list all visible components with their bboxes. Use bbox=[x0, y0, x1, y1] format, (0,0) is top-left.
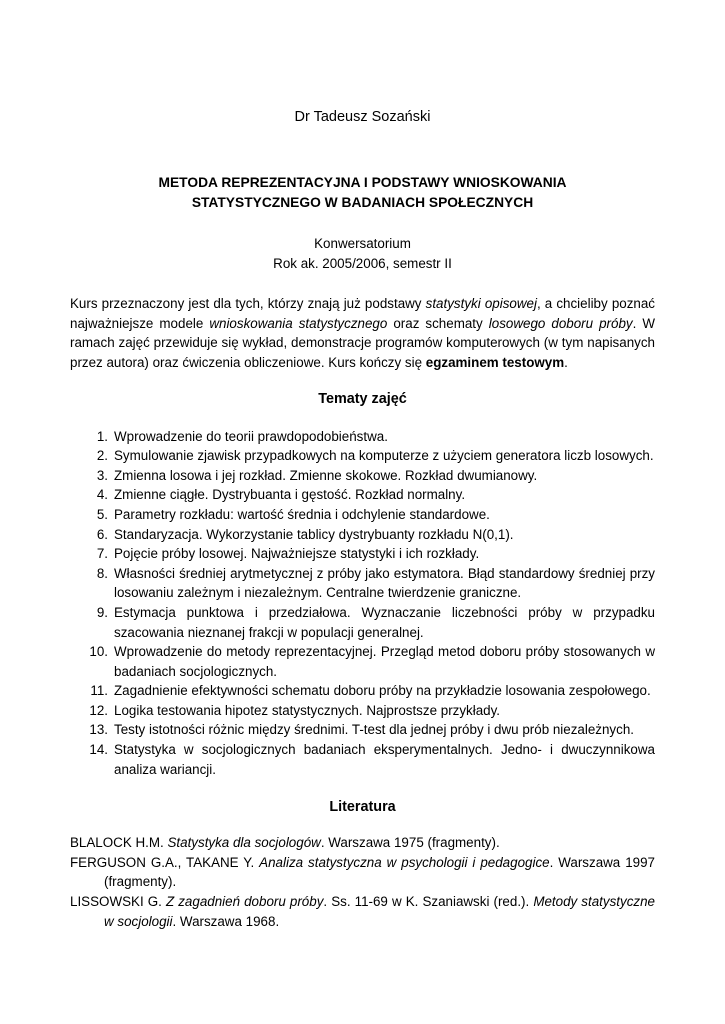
reference-title-2: Metody statystyczne w socjologii bbox=[104, 894, 655, 929]
title-line-2: STATYSTYCZNEGO W BADANIACH SPOŁECZNYCH bbox=[191, 194, 534, 210]
topic-number: 3. bbox=[96, 467, 108, 483]
references-list bbox=[70, 833, 655, 931]
topic-number: 9. bbox=[96, 604, 108, 620]
topic-item bbox=[70, 525, 655, 545]
topic-text: Pojęcie próby losowej. Najważniejsze statystyki i ich rozkłady. bbox=[114, 546, 480, 562]
intro-text-4: . W ramach zajęć przewiduje się wykład, demonstracje programów komputerowych (w tym napisanych przez autora) oraz ćwiczenia obliczeniowe. Kurs kończy się bbox=[70, 315, 655, 370]
intro-emphasis-1: statystyki opisowej bbox=[425, 296, 537, 312]
course-meta bbox=[70, 234, 655, 273]
reference-item bbox=[70, 853, 655, 892]
topics-heading: Tematy zajęć bbox=[318, 390, 407, 407]
page-content bbox=[70, 107, 655, 931]
reference-author: LISSOWSKI G. bbox=[70, 894, 166, 910]
topic-text: Wprowadzenie do teorii prawdopodobieństwa. bbox=[114, 428, 388, 444]
reference-title: Analiza statystyczna w psychologii i pedagogice bbox=[259, 854, 550, 870]
topic-text: Symulowanie zjawisk przypadkowych na komputerze z użyciem generatora liczb losowych. bbox=[114, 448, 654, 464]
topic-text: Standaryzacja. Wykorzystanie tablicy dystrybuanty rozkładu N(0,1). bbox=[114, 526, 514, 542]
reference-details: . Warszawa 1997 (fragmenty). bbox=[104, 854, 655, 890]
reference-details-2: . Warszawa 1968. bbox=[172, 913, 280, 929]
topic-text: Testy istotności różnic między średnimi. T-test dla jednej próby i dwu prób niezależnych. bbox=[114, 722, 634, 738]
topic-number: 10. bbox=[89, 644, 108, 660]
topic-number: 7. bbox=[96, 546, 108, 562]
topic-number: 11. bbox=[90, 683, 108, 699]
reference-title: Statystyka dla socjologów bbox=[167, 835, 321, 851]
topic-text: Parametry rozkładu: wartość średnia i odchylenie standardowe. bbox=[114, 506, 490, 522]
academic-year: Rok ak. 2005/2006, semestr II bbox=[273, 255, 452, 271]
topic-item bbox=[70, 505, 655, 525]
topic-text: Wprowadzenie do metody reprezentacyjnej. Przegląd metod doboru próby stosowanych w badaniach socjologicznych. bbox=[114, 644, 655, 679]
intro-text-2: , a chcieliby poznać najważniejsze modele bbox=[70, 296, 655, 331]
topic-item bbox=[70, 603, 655, 642]
topic-item bbox=[70, 466, 655, 486]
topic-text: Estymacja punktowa i przedziałowa. Wyznaczanie liczebności próby w przypadku szacowania nieznanej frakcji w populacji generalnej. bbox=[114, 604, 655, 640]
topic-text: Własności średniej arytmetycznej z próby jako estymatora. Błąd standardowy średniej przy losowaniu zależnym i niezależnym. Centralne twierdzenie graniczne. bbox=[114, 565, 655, 601]
topic-text: Statystyka w socjologicznych badaniach eksperymentalnych. Jedno- i dwuczynnikowa analiza wariancji. bbox=[114, 742, 655, 777]
topic-item bbox=[70, 681, 655, 701]
topics-list bbox=[70, 427, 655, 780]
topic-number: 4. bbox=[96, 487, 108, 503]
topic-number: 14. bbox=[89, 742, 108, 758]
reference-item bbox=[70, 833, 655, 853]
topic-number: 8. bbox=[96, 565, 108, 581]
topic-item bbox=[70, 740, 655, 779]
topic-text: Logika testowania hipotez statystycznych. Najprostsze przykłady. bbox=[114, 702, 501, 718]
topic-number: 2. bbox=[96, 448, 108, 464]
topic-item bbox=[70, 427, 655, 447]
topic-item bbox=[70, 446, 655, 466]
topic-item bbox=[70, 720, 655, 740]
intro-text-1: Kurs przeznaczony jest dla tych, którzy znają już podstawy bbox=[70, 296, 426, 312]
topic-number: 1. bbox=[96, 428, 108, 444]
course-type: Konwersatorium bbox=[314, 236, 411, 251]
topic-number: 13. bbox=[89, 722, 108, 738]
topic-text: Zmienna losowa i jej rozkład. Zmienne skokowe. Rozkład dwumianowy. bbox=[114, 467, 538, 483]
topic-text: Zagadnienie efektywności schematu doboru próby na przykładzie losowania zespołowego. bbox=[114, 683, 651, 699]
title-line-1: METODA REPREZENTACYJNA I PODSTAWY WNIOSKOWANIA bbox=[158, 175, 567, 190]
reference-author: FERGUSON G.A., TAKANE Y. bbox=[70, 854, 260, 870]
intro-text-3: oraz schematy bbox=[387, 315, 489, 331]
document-title bbox=[70, 173, 655, 212]
topic-item bbox=[70, 485, 655, 505]
topic-item bbox=[70, 701, 655, 721]
literature-heading: Literatura bbox=[329, 799, 396, 816]
topic-item bbox=[70, 544, 655, 564]
intro-text-5: . bbox=[564, 354, 568, 370]
topic-item bbox=[70, 564, 655, 603]
topic-number: 12. bbox=[89, 702, 108, 718]
author-name: Dr Tadeusz Sozański bbox=[294, 109, 431, 125]
reference-author: BLALOCK H.M. bbox=[70, 835, 168, 851]
reference-title: Z zagadnień doboru próby bbox=[165, 894, 324, 910]
reference-details: . Ss. 11-69 w K. Szaniawski (red.). bbox=[323, 894, 534, 910]
topic-text: Zmienne ciągłe. Dystrybuanta i gęstość. Rozkład normalny. bbox=[114, 487, 466, 503]
topic-number: 5. bbox=[96, 506, 108, 522]
topic-number: 6. bbox=[96, 526, 108, 542]
intro-paragraph bbox=[70, 294, 655, 372]
topic-item bbox=[70, 642, 655, 681]
intro-emphasis-3: losowego doboru próby bbox=[488, 315, 633, 331]
intro-emphasis-2: wnioskowania statystycznego bbox=[209, 315, 388, 331]
intro-bold-1: egzaminem testowym bbox=[425, 354, 565, 370]
reference-item bbox=[70, 892, 655, 931]
reference-details: . Warszawa 1975 (fragmenty). bbox=[320, 835, 500, 851]
